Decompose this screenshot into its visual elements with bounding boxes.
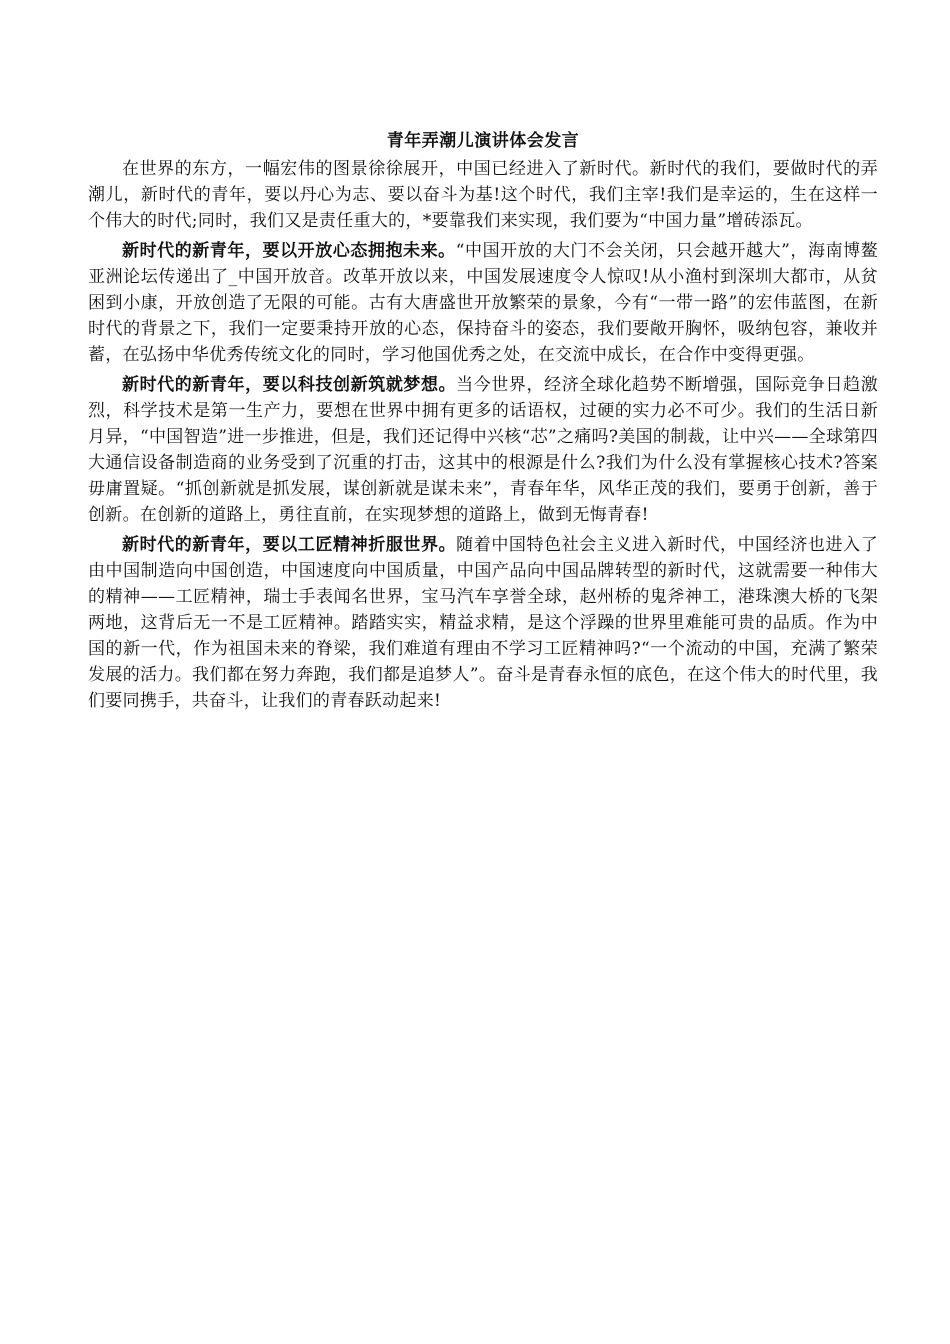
paragraph-craftsmanship (88, 532, 878, 714)
paragraph-text: 当今世界，经济全球化趋势不断增强，国际竞争日趋激烈，科学技术是第一生产力，要想在世界中拥有更多的话语权，过硬的实力必不可少。我们的生活日新月异，“中国智造”进一步推进，但是，我们还记得中兴核“芯”之痛吗?美国的制裁，让中兴——全球第四大通信设备制造商的业务受到了沉重的打击，这其中的根源是什么?我们为什么没有掌握核心技术?答案毋庸置疑。“抓创新就是抓发展，谋创新就是谋未来”，青春年华，风华正茂的我们，要勇于创新，善于创新。在创新的道路上，勇往直前，在实现梦想的道路上，做到无悔青春! (88, 375, 878, 525)
paragraph-lead: 新时代的新青年，要以开放心态拥抱未来。 (122, 241, 456, 261)
paragraph-lead: 新时代的新青年，要以科技创新筑就梦想。 (122, 375, 457, 395)
paragraph-text: 随着中国特色社会主义进入新时代，中国经济也进入了由中国制造向中国创造，中国速度向中国质量，中国产品向中国品牌转型的新时代，这就需要一种伟大的精神——工匠精神，瑞士手表闻名世界，宝马汽车享誉全球，赵州桥的鬼斧神工，港珠澳大桥的飞架两地，这背后无一不是工匠精神。踏踏实实，精益求精，是这个浮躁的世界里难能可贵的品质。作为中国的新一代，作为祖国未来的脊梁，我们难道有理由不学习工匠精神吗?“一个流动的中国，充满了繁荣发展的活力。我们都在努力奔跑，我们都是追梦人”。奋斗是青春永恒的底色，在这个伟大的时代里，我们要同携手，共奋斗，让我们的青春跃动起来! (88, 535, 878, 711)
paragraph-innovation (88, 372, 878, 528)
paragraph-lead: 新时代的新青年，要以工匠精神折服世界。 (122, 535, 457, 555)
document-page (88, 128, 878, 718)
paragraph-intro (88, 156, 878, 234)
paragraph-openness (88, 238, 878, 368)
paragraph-text: 在世界的东方，一幅宏伟的图景徐徐展开，中国已经进入了新时代。新时代的我们，要做时代的弄潮儿，新时代的青年，要以丹心为志、要以奋斗为基!这个时代，我们主宰!我们是幸运的，生在这样一个伟大的时代;同时，我们又是责任重大的，*要靠我们来实现，我们要为“中国力量”增砖添瓦。 (88, 159, 878, 231)
paragraph-text: “中国开放的大门不会关闭，只会越开越大”，海南博鳌亚洲论坛传递出了_中国开放音。改革开放以来，中国发展速度令人惊叹!从小渔村到深圳大都市，从贫困到小康，开放创造了无限的可能。古有大唐盛世开放繁荣的景象，今有“一带一路”的宏伟蓝图，在新时代的背景之下，我们一定要秉持开放的心态，保持奋斗的姿态，我们要敞开胸怀，吸纳包容，兼收并蓄，在弘扬中华优秀传统文化的同时，学习他国优秀之处，在交流中成长，在合作中变得更强。 (88, 241, 878, 365)
document-title: 青年弄潮儿演讲体会发言 (386, 131, 580, 151)
